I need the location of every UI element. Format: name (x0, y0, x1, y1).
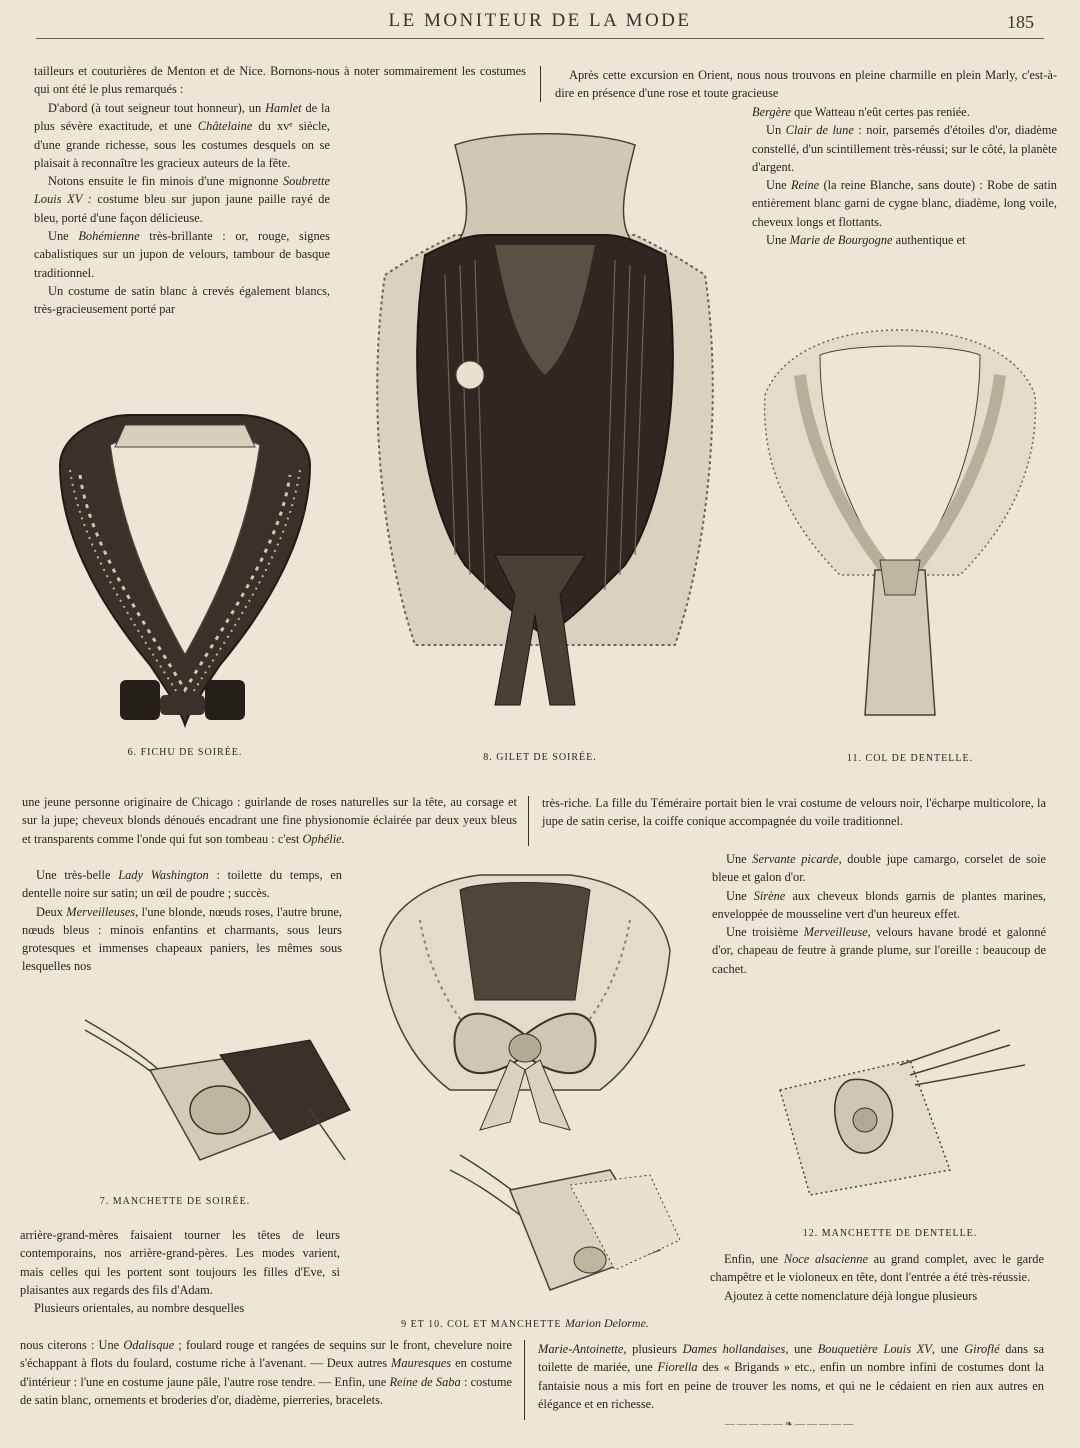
paragraph: Une Servante picarde, double jupe camargo, corselet de soie bleue et galon d'or. (712, 852, 1047, 885)
paragraph: Plusieurs orientales, au nombre desquelles (34, 1301, 245, 1316)
paragraph: Ajoutez à cette nomenclature déjà longue plusieurs (724, 1288, 978, 1303)
caption-fig8: 8. GILET DE SOIRÉE. (483, 752, 597, 763)
text-block-bottom-right (538, 1340, 1044, 1413)
illustration-manchette-marion-delorme (440, 1150, 690, 1320)
paragraph: Un costume de satin blanc à crevés également blancs, très-gracieusement porté par (34, 283, 330, 317)
column-divider (524, 1340, 525, 1420)
paragraph: très-riche. La fille du Téméraire portait bien le vrai costume de velours noir, l'écharpe multicolore, la jupe de satin cerise, la coiffe conique accompagnée du voile traditionnel. (542, 796, 1046, 829)
text-block-top-left (34, 62, 526, 99)
paragraph: arrière-grand-mères faisaient tourner les têtes de leurs contemporains, nos arrière-grand-pères. Les modes varient, mais celles qui les portent sont toujours les filles d'Eve, si plaisantes aux regards des fils d'Adam. (20, 1228, 340, 1297)
page-number: 185 (1007, 12, 1034, 32)
text-block-mid-right (542, 794, 1046, 831)
text-block-left-narrow (34, 99, 330, 319)
text-block-mid-left (22, 793, 517, 848)
text-block-bottom-left (20, 1226, 340, 1317)
text-block-bottom-right-narrow (710, 1250, 1044, 1305)
paragraph: Une Reine (la reine Blanche, sans doute) : Robe de satin entièrement blanc garni de cygne blanc, diadème, long voile, cheveux longs et flottants. (752, 178, 1057, 229)
caption-fig6: 6. FICHU DE SOIRÉE. (127, 747, 243, 758)
paragraph: Notons ensuite le fin minois d'une mignonne Soubrette Louis XV : costume bleu sur jupon jaune paille rayé de bleu, porté d'une façon délicieuse. (34, 174, 330, 225)
text-block-mid-left-narrow (22, 866, 342, 976)
paragraph: Une troisième Merveilleuse, velours havane brodé et galonné d'or, chapeau de feutre à grande plume, sur l'oreille : beaucoup de cachet. (712, 925, 1046, 976)
caption-fig9-10: 9 ET 10. COL ET MANCHETTE Marion Delorme. (401, 1316, 649, 1330)
text-block-right-narrow (752, 103, 1057, 249)
paragraph: Une Sirène aux cheveux blonds garnis de plantes marines, enveloppée de mousseline vert d'un heureux effet. (712, 888, 1046, 921)
paragraph: Bergère que Watteau n'eût certes pas reniée. (752, 105, 970, 119)
illustration-fichu (40, 405, 330, 740)
caption-fig12: 12. MANCHETTE DE DENTELLE. (802, 1228, 978, 1239)
footer-ornament: —————❧————— (724, 1419, 856, 1430)
paragraph: Après cette excursion en Orient, nous nous trouvons en pleine charmille en plein Marly, c'est-à-dire en présence d'une rose et toute gracieuse (555, 68, 1057, 101)
text-block-mid-right-narrow (712, 850, 1046, 978)
column-divider (540, 66, 541, 102)
paragraph: Une Marie de Bourgogne authentique et (766, 233, 966, 248)
paragraph: une jeune personne originaire de Chicago : guirlande de roses naturelles sur la tête, au corsage et sur la jupe; cheveux blonds dénoués encadrant une fine physionomie éclairée par deux yeux bleus et transparents comme l'onde qui fut son tombeau : c'est Ophélie. (22, 795, 517, 846)
illustration-manchette-dentelle (740, 1020, 1040, 1205)
paragraph: Marie-Antoinette, plusieurs Dames hollandaises, une Bouquetière Louis XV, une Giroflé dans sa toilette de mariée, une Fiorella des « Brigands » etc., enfin un nombre infini de costumes dont la fantaisie nous a mis fort en peine de trouver les noms, et qui ne le cédaient en rien aux autres en élégance et en richesse. (538, 1342, 1044, 1411)
caption-fig11: 11. COL DE DENTELLE. (846, 753, 974, 764)
text-block-bottom-left-wide (20, 1336, 512, 1409)
illustration-gilet (345, 125, 740, 720)
paragraph: Deux Merveilleuses, l'une blonde, nœuds roses, l'autre brune, nœuds bleus : minois enfantins et charmants, sous leurs grotesques et immenses chapeaux paniers, les mêmes sous lesquelles nos (22, 904, 342, 974)
paragraph: Une Bohémienne très-brillante : or, rouge, signes cabalistiques sur un jupon de velours, tambour de basque traditionnel. (34, 229, 330, 280)
paragraph: Un Clair de lune : noir, parsemés d'étoiles d'or, diadème constellé, d'un scintillement très-réussi; sur le côté, la planète d'argent. (752, 123, 1057, 174)
caption-fig7: 7. MANCHETTE DE SOIRÉE. (99, 1196, 251, 1207)
paragraph: Enfin, une Noce alsacienne au grand complet, avec le garde champêtre et le violoneux en tête, dont l'entrée a été très-réussie. (710, 1252, 1044, 1285)
header-rule (36, 38, 1044, 39)
paragraph: nous citerons : Une Odalisque ; foulard rouge et rangées de sequins sur le front, chevelure noire s'échappant à flots du foulard, costume riche à l'avenant. — Deux autres Mauresques en costume d'intérieur : l'une en costume jaune pâle, l'autre rose tendre. — Enfin, une Reine de Saba : costume de satin blanc, ornements et broderies d'or, diadème, pierreries, bracelets. (20, 1338, 512, 1407)
illustration-col-marion-delorme (360, 860, 690, 1140)
illustration-col-dentelle (740, 315, 1060, 730)
paragraph: tailleurs et couturières de Menton et de Nice. Bornons-nous à noter sommairement les costumes qui ont été le plus remarqués : (34, 64, 526, 97)
text-block-top-right (555, 66, 1057, 103)
paragraph: D'abord (à tout seigneur tout honneur), un Hamlet de la plus sévère exactitude, et une Châtelaine du xvᵉ siècle, d'une grande richesse, sous les costumes desquels on se plaisait à reconnaître les gracieux auteurs de la fête. (34, 101, 330, 170)
column-divider (528, 796, 529, 846)
paragraph: Une très-belle Lady Washington : toilette du temps, en dentelle noire sur satin; un œil de poudre ; succès. (22, 868, 342, 901)
illustration-manchette-soiree (80, 1010, 360, 1190)
running-title: LE MONITEUR DE LA MODE (388, 10, 692, 31)
